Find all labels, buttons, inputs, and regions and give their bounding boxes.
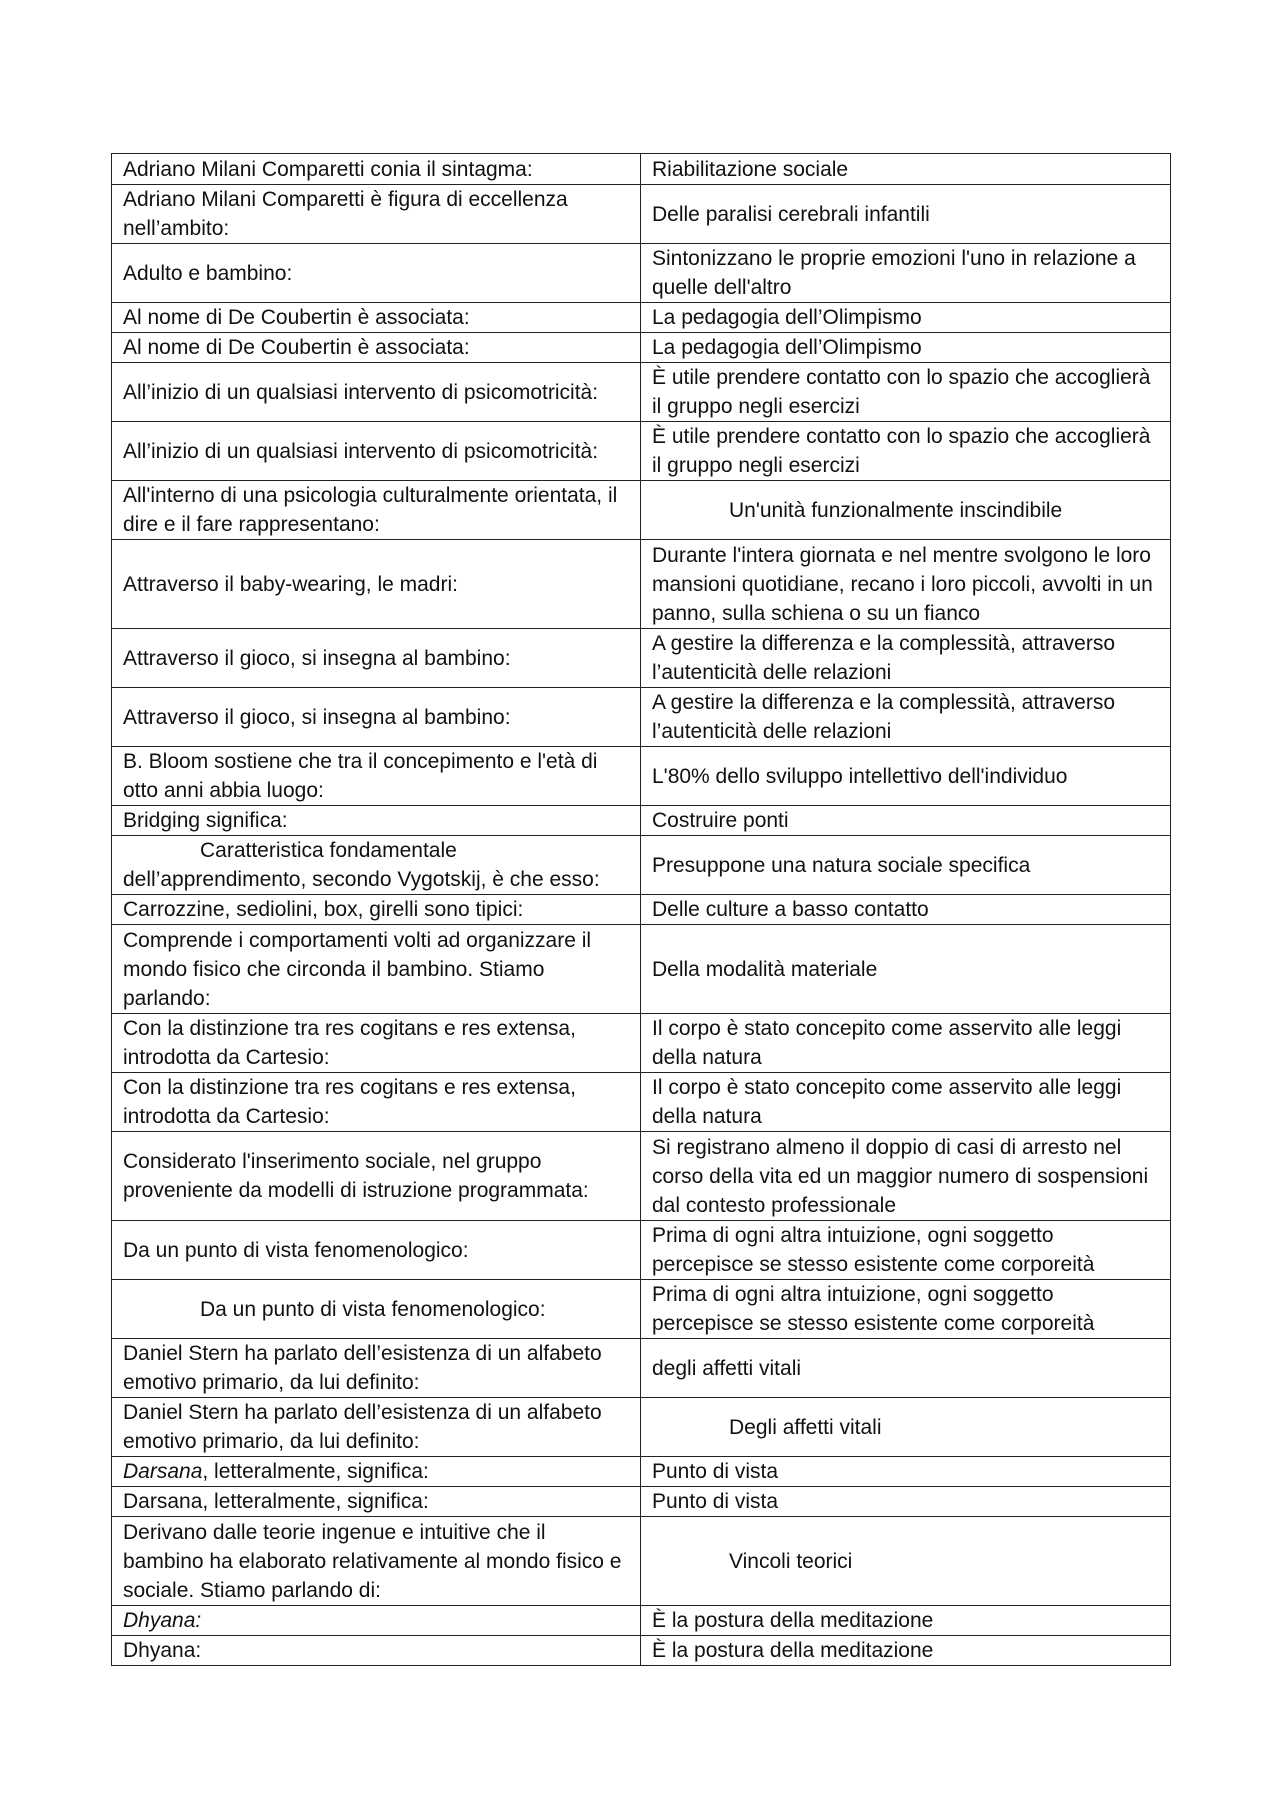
question-cell: Carrozzine, sediolini, box, girelli sono tipici: <box>112 895 641 925</box>
answer-cell: L'80% dello sviluppo intellettivo dell'individuo <box>641 747 1171 806</box>
table-row <box>112 333 1171 363</box>
table-row <box>112 1636 1171 1666</box>
table-row <box>112 1339 1171 1398</box>
question-lead: Caratteristica fondamentale <box>200 839 457 862</box>
table-row <box>112 925 1171 1014</box>
question-cell: All’inizio di un qualsiasi intervento di psicomotricità: <box>112 422 641 481</box>
question-cell: Derivano dalle teorie ingenue e intuitive che il bambino ha elaborato relativamente al mondo fisico e sociale. Stiamo parlando di: <box>112 1517 641 1606</box>
question-cell: Al nome di De Coubertin è associata: <box>112 303 641 333</box>
answer-cell: Delle paralisi cerebrali infantili <box>641 185 1171 244</box>
answer-cell: Un'unità funzionalmente inscindibile <box>641 481 1171 540</box>
table-row <box>112 1517 1171 1606</box>
answer-cell: Il corpo è stato concepito come asservito alle leggi della natura <box>641 1073 1171 1132</box>
answer-cell: È utile prendere contatto con lo spazio che accoglierà il gruppo negli esercizi <box>641 422 1171 481</box>
question-cell: Da un punto di vista fenomenologico: <box>112 1221 641 1280</box>
answer-cell: È la postura della meditazione <box>641 1636 1171 1666</box>
table-row <box>112 629 1171 688</box>
table-row <box>112 185 1171 244</box>
question-cell: Attraverso il gioco, si insegna al bambino: <box>112 688 641 747</box>
table-row <box>112 244 1171 303</box>
table-row <box>112 1457 1171 1487</box>
question-cell: All'interno di una psicologia culturalmente orientata, il dire e il fare rappresentano: <box>112 481 641 540</box>
answer-cell: Presuppone una natura sociale specifica <box>641 836 1171 895</box>
question-cell: Attraverso il baby-wearing, le madri: <box>112 540 641 629</box>
question-rest: , letteralmente, significa: <box>202 1460 429 1483</box>
table-row <box>112 688 1171 747</box>
answer-cell: A gestire la differenza e la complessità, attraverso l’autenticità delle relazioni <box>641 688 1171 747</box>
table-row <box>112 154 1171 185</box>
answer-cell: degli affetti vitali <box>641 1339 1171 1398</box>
table-row <box>112 1221 1171 1280</box>
answer-cell: Vincoli teorici <box>641 1517 1171 1606</box>
answer-cell: È utile prendere contatto con lo spazio che accoglierà il gruppo negli esercizi <box>641 363 1171 422</box>
table-row <box>112 422 1171 481</box>
answer-cell: La pedagogia dell’Olimpismo <box>641 303 1171 333</box>
question-cell: Dhyana: <box>112 1636 641 1666</box>
table-row <box>112 1280 1171 1339</box>
table-row <box>112 540 1171 629</box>
table-row <box>112 806 1171 836</box>
question-cell: Adriano Milani Comparetti è figura di eccellenza nell’ambito: <box>112 185 641 244</box>
answer-cell: Sintonizzano le proprie emozioni l'uno in relazione a quelle dell'altro <box>641 244 1171 303</box>
question-cell: B. Bloom sostiene che tra il concepimento e l'età di otto anni abbia luogo: <box>112 747 641 806</box>
question-rest: dell’apprendimento, secondo Vygotskij, è che esso: <box>123 868 600 891</box>
answer-cell: Punto di vista <box>641 1457 1171 1487</box>
table-row <box>112 481 1171 540</box>
question-cell: Daniel Stern ha parlato dell’esistenza di un alfabeto emotivo primario, da lui definito: <box>112 1398 641 1457</box>
question-cell: Considerato l'inserimento sociale, nel gruppo proveniente da modelli di istruzione programmata: <box>112 1132 641 1221</box>
answer-cell: Prima di ogni altra intuizione, ogni soggetto percepisce se stesso esistente come corporeità <box>641 1221 1171 1280</box>
answer-cell: Costruire ponti <box>641 806 1171 836</box>
question-cell: Darsana, letteralmente, significa: <box>112 1487 641 1517</box>
answer-cell: La pedagogia dell’Olimpismo <box>641 333 1171 363</box>
table-row <box>112 363 1171 422</box>
answer-cell: È la postura della meditazione <box>641 1606 1171 1636</box>
question-cell: Adriano Milani Comparetti conia il sintagma: <box>112 154 641 185</box>
table-row <box>112 895 1171 925</box>
question-cell: Al nome di De Coubertin è associata: <box>112 333 641 363</box>
question-cell: Comprende i comportamenti volti ad organizzare il mondo fisico che circonda il bambino. Stiamo parlando: <box>112 925 641 1014</box>
question-cell: Attraverso il gioco, si insegna al bambino: <box>112 629 641 688</box>
answer-cell: Riabilitazione sociale <box>641 154 1171 185</box>
table-row <box>112 1487 1171 1517</box>
question-cell: Con la distinzione tra res cogitans e res extensa, introdotta da Cartesio: <box>112 1014 641 1073</box>
answer-cell: Si registrano almeno il doppio di casi di arresto nel corso della vita ed un maggior numero di sospensioni dal contesto professionale <box>641 1132 1171 1221</box>
answer-cell: A gestire la differenza e la complessità, attraverso l’autenticità delle relazioni <box>641 629 1171 688</box>
table-row <box>112 1398 1171 1457</box>
table-row <box>112 1606 1171 1636</box>
table-row <box>112 303 1171 333</box>
table-row <box>112 836 1171 895</box>
qa-table <box>111 153 1171 1666</box>
answer-cell: Punto di vista <box>641 1487 1171 1517</box>
question-cell: Daniel Stern ha parlato dell’esistenza di un alfabeto emotivo primario, da lui definito: <box>112 1339 641 1398</box>
table-row <box>112 1132 1171 1221</box>
question-cell: All’inizio di un qualsiasi intervento di psicomotricità: <box>112 363 641 422</box>
question-cell: Adulto e bambino: <box>112 244 641 303</box>
answer-cell: Durante l'intera giornata e nel mentre svolgono le loro mansioni quotidiane, recano i loro piccoli, avvolti in un panno, sulla schiena o su un fianco <box>641 540 1171 629</box>
question-cell <box>112 1457 641 1487</box>
answer-cell: Prima di ogni altra intuizione, ogni soggetto percepisce se stesso esistente come corporeità <box>641 1280 1171 1339</box>
question-term: Darsana <box>123 1460 203 1483</box>
table-row <box>112 1073 1171 1132</box>
answer-cell: Della modalità materiale <box>641 925 1171 1014</box>
question-cell: Con la distinzione tra res cogitans e res extensa, introdotta da Cartesio: <box>112 1073 641 1132</box>
table-row <box>112 1014 1171 1073</box>
question-cell: Bridging significa: <box>112 806 641 836</box>
answer-cell: Delle culture a basso contatto <box>641 895 1171 925</box>
answer-cell: Degli affetti vitali <box>641 1398 1171 1457</box>
answer-cell: Il corpo è stato concepito come asservito alle leggi della natura <box>641 1014 1171 1073</box>
question-cell: Dhyana: <box>112 1606 641 1636</box>
table-row <box>112 747 1171 806</box>
question-cell: Da un punto di vista fenomenologico: <box>112 1280 641 1339</box>
question-cell <box>112 836 641 895</box>
